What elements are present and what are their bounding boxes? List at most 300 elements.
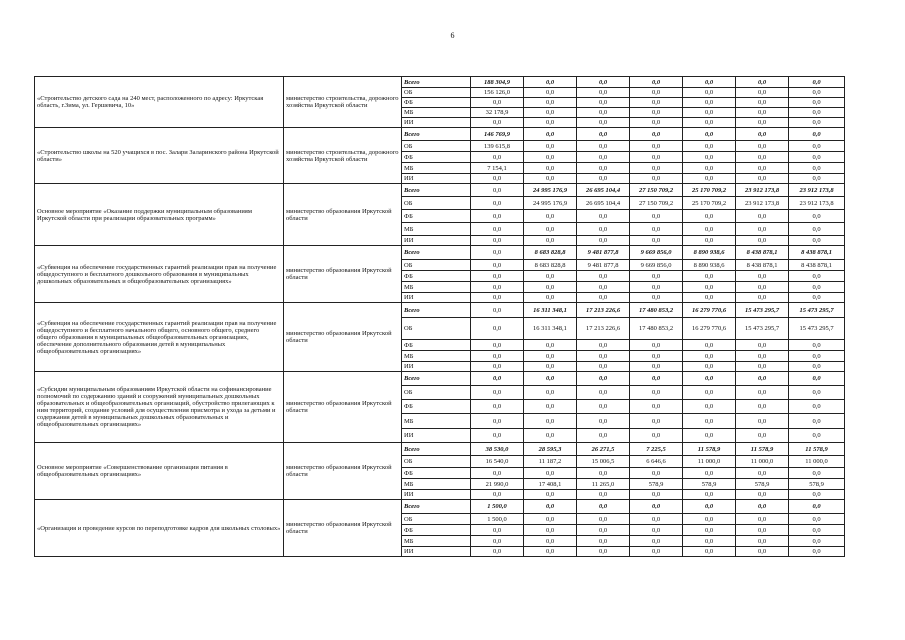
funding-source: ОБ	[402, 456, 471, 468]
amount-cell: 0,0	[630, 118, 683, 128]
funding-source: ИИ	[402, 429, 471, 443]
amount-cell: 0,0	[577, 547, 630, 557]
funding-source: МБ	[402, 282, 471, 293]
amount-cell: 0,0	[524, 351, 577, 362]
funding-source: ОБ	[402, 260, 471, 271]
amount-cell: 0,0	[736, 468, 789, 479]
amount-cell: 0,0	[471, 260, 524, 271]
amount-cell: 0,0	[683, 468, 736, 479]
amount-cell: 8 438 878,1	[736, 260, 789, 271]
amount-cell: 0,0	[789, 98, 845, 108]
amount-cell: 0,0	[471, 210, 524, 223]
amount-cell: 0,0	[524, 236, 577, 246]
amount-cell: 0,0	[524, 118, 577, 128]
amount-cell: 0,0	[736, 271, 789, 282]
amount-cell: 0,0	[789, 152, 845, 163]
amount-cell: 0,0	[683, 386, 736, 400]
amount-cell: 0,0	[630, 351, 683, 362]
funding-source: ФБ	[402, 468, 471, 479]
amount-cell: 9 669 856,0	[630, 260, 683, 271]
amount-cell: 25 170 709,2	[683, 184, 736, 197]
funding-source: ФБ	[402, 525, 471, 536]
activity-description: Основное мероприятие «Совершенствование организации питания в общеобразовательных организациях»	[35, 443, 284, 500]
amount-cell: 0,0	[577, 118, 630, 128]
amount-cell: 0,0	[471, 362, 524, 372]
amount-cell: 0,0	[789, 174, 845, 184]
amount-cell: 11 000,0	[683, 456, 736, 468]
amount-cell: 0,0	[577, 340, 630, 351]
amount-cell: 0,0	[789, 490, 845, 500]
funding-source: Всего	[402, 246, 471, 260]
amount-cell: 0,0	[683, 108, 736, 118]
amount-cell: 0,0	[683, 88, 736, 98]
amount-cell: 0,0	[577, 108, 630, 118]
amount-cell: 11 000,0	[736, 456, 789, 468]
amount-cell: 0,0	[789, 128, 845, 141]
amount-cell: 0,0	[524, 414, 577, 429]
amount-cell: 0,0	[683, 400, 736, 414]
amount-cell: 146 769,9	[471, 128, 524, 141]
amount-cell: 0,0	[683, 163, 736, 174]
amount-cell: 0,0	[683, 414, 736, 429]
amount-cell: 578,9	[789, 479, 845, 490]
amount-cell: 0,0	[524, 293, 577, 303]
amount-cell: 0,0	[630, 152, 683, 163]
amount-cell: 0,0	[683, 490, 736, 500]
amount-cell: 0,0	[736, 490, 789, 500]
amount-cell: 0,0	[683, 98, 736, 108]
amount-cell: 0,0	[630, 414, 683, 429]
amount-cell: 0,0	[577, 128, 630, 141]
funding-source: ИИ	[402, 293, 471, 303]
amount-cell: 0,0	[683, 128, 736, 141]
amount-cell: 0,0	[471, 386, 524, 400]
amount-cell: 0,0	[789, 536, 845, 547]
funding-source: МБ	[402, 223, 471, 236]
amount-cell: 0,0	[471, 429, 524, 443]
amount-cell: 9 481 877,8	[577, 260, 630, 271]
amount-cell: 0,0	[789, 108, 845, 118]
amount-cell: 11 578,9	[789, 443, 845, 456]
responsible-executor: министерство образования Иркутской области	[284, 372, 402, 443]
amount-cell: 0,0	[577, 293, 630, 303]
amount-cell: 156 126,0	[471, 88, 524, 98]
amount-cell: 15 006,5	[577, 456, 630, 468]
amount-cell: 0,0	[577, 372, 630, 386]
amount-cell: 0,0	[736, 351, 789, 362]
amount-cell: 0,0	[789, 400, 845, 414]
amount-cell: 0,0	[789, 88, 845, 98]
amount-cell: 9 669 856,0	[630, 246, 683, 260]
amount-cell: 27 150 709,2	[630, 184, 683, 197]
responsible-executor: министерство строительства, дорожного хозяйства Иркутской области	[284, 128, 402, 184]
amount-cell: 0,0	[683, 362, 736, 372]
amount-cell: 15 473 295,7	[736, 303, 789, 318]
amount-cell: 24 995 176,9	[524, 184, 577, 197]
amount-cell: 0,0	[789, 362, 845, 372]
amount-cell: 0,0	[683, 500, 736, 514]
amount-cell: 0,0	[630, 400, 683, 414]
amount-cell: 0,0	[577, 141, 630, 152]
amount-cell: 0,0	[736, 514, 789, 525]
amount-cell: 0,0	[577, 210, 630, 223]
amount-cell: 0,0	[471, 372, 524, 386]
amount-cell: 0,0	[524, 174, 577, 184]
amount-cell: 0,0	[471, 303, 524, 318]
amount-cell: 0,0	[471, 282, 524, 293]
amount-cell: 11 265,0	[577, 479, 630, 490]
amount-cell: 0,0	[630, 468, 683, 479]
amount-cell: 0,0	[630, 525, 683, 536]
funding-source: Всего	[402, 303, 471, 318]
amount-cell: 0,0	[577, 386, 630, 400]
amount-cell: 0,0	[471, 184, 524, 197]
amount-cell: 0,0	[524, 340, 577, 351]
amount-cell: 0,0	[683, 547, 736, 557]
amount-cell: 0,0	[630, 108, 683, 118]
amount-cell: 0,0	[524, 386, 577, 400]
amount-cell: 38 530,0	[471, 443, 524, 456]
funding-source: ОБ	[402, 197, 471, 210]
amount-cell: 0,0	[683, 271, 736, 282]
amount-cell: 0,0	[577, 490, 630, 500]
funding-source: ИИ	[402, 490, 471, 500]
amount-cell: 11 578,9	[736, 443, 789, 456]
amount-cell: 0,0	[683, 429, 736, 443]
amount-cell: 15 473 295,7	[789, 318, 845, 340]
amount-cell: 0,0	[789, 414, 845, 429]
amount-cell: 0,0	[683, 514, 736, 525]
amount-cell: 25 170 709,2	[683, 197, 736, 210]
amount-cell: 0,0	[630, 490, 683, 500]
amount-cell: 0,0	[789, 340, 845, 351]
amount-cell: 0,0	[577, 98, 630, 108]
amount-cell: 8 438 878,1	[789, 246, 845, 260]
amount-cell: 0,0	[577, 77, 630, 88]
table-row	[35, 500, 845, 514]
amount-cell: 24 995 176,9	[524, 197, 577, 210]
table-row	[35, 246, 845, 260]
amount-cell: 0,0	[524, 108, 577, 118]
amount-cell: 139 615,8	[471, 141, 524, 152]
funding-source: ИИ	[402, 174, 471, 184]
amount-cell: 0,0	[683, 141, 736, 152]
amount-cell: 0,0	[524, 282, 577, 293]
amount-cell: 0,0	[577, 514, 630, 525]
amount-cell: 0,0	[736, 152, 789, 163]
amount-cell: 0,0	[577, 163, 630, 174]
amount-cell: 0,0	[789, 271, 845, 282]
funding-source: ОБ	[402, 88, 471, 98]
amount-cell: 0,0	[471, 293, 524, 303]
amount-cell: 0,0	[630, 340, 683, 351]
amount-cell: 0,0	[524, 372, 577, 386]
amount-cell: 8 683 828,8	[524, 246, 577, 260]
amount-cell: 0,0	[471, 174, 524, 184]
amount-cell: 0,0	[524, 152, 577, 163]
funding-source: ИИ	[402, 362, 471, 372]
funding-source: МБ	[402, 536, 471, 547]
amount-cell: 17 213 226,6	[577, 318, 630, 340]
amount-cell: 0,0	[577, 152, 630, 163]
amount-cell: 0,0	[789, 372, 845, 386]
amount-cell: 11 000,0	[789, 456, 845, 468]
funding-source: Всего	[402, 500, 471, 514]
amount-cell: 0,0	[683, 210, 736, 223]
amount-cell: 0,0	[471, 223, 524, 236]
amount-cell: 0,0	[683, 525, 736, 536]
amount-cell: 16 279 770,6	[683, 303, 736, 318]
amount-cell: 0,0	[683, 152, 736, 163]
amount-cell: 8 438 878,1	[789, 260, 845, 271]
amount-cell: 0,0	[789, 386, 845, 400]
amount-cell: 26 695 104,4	[577, 184, 630, 197]
amount-cell: 0,0	[577, 362, 630, 372]
amount-cell: 7 154,1	[471, 163, 524, 174]
amount-cell: 0,0	[736, 400, 789, 414]
amount-cell: 0,0	[471, 197, 524, 210]
funding-source: ОБ	[402, 141, 471, 152]
amount-cell: 0,0	[577, 429, 630, 443]
amount-cell: 0,0	[630, 174, 683, 184]
amount-cell: 0,0	[577, 271, 630, 282]
amount-cell: 0,0	[577, 174, 630, 184]
amount-cell: 0,0	[471, 118, 524, 128]
amount-cell: 0,0	[471, 236, 524, 246]
amount-cell: 0,0	[736, 236, 789, 246]
amount-cell: 0,0	[471, 490, 524, 500]
amount-cell: 16 279 770,6	[683, 318, 736, 340]
amount-cell: 0,0	[524, 468, 577, 479]
amount-cell: 578,9	[630, 479, 683, 490]
funding-source: МБ	[402, 414, 471, 429]
table-row	[35, 184, 845, 197]
amount-cell: 0,0	[577, 282, 630, 293]
funding-source: ИИ	[402, 118, 471, 128]
funding-source: МБ	[402, 479, 471, 490]
amount-cell: 26 271,5	[577, 443, 630, 456]
responsible-executor: министерство образования Иркутской области	[284, 500, 402, 557]
amount-cell: 0,0	[524, 98, 577, 108]
amount-cell: 32 178,9	[471, 108, 524, 118]
amount-cell: 0,0	[683, 77, 736, 88]
activity-description: «Субвенция на обеспечение государственных гарантий реализации прав на получение общедоступного и бесплатного дошкольного образования в муниципальных дошкольных образовательных и общеобразовательных организациях»	[35, 246, 284, 303]
amount-cell: 0,0	[789, 210, 845, 223]
funding-source: ФБ	[402, 210, 471, 223]
amount-cell: 28 595,3	[524, 443, 577, 456]
funding-source: ОБ	[402, 386, 471, 400]
amount-cell: 17 213 226,6	[577, 303, 630, 318]
amount-cell: 0,0	[736, 372, 789, 386]
amount-cell: 0,0	[683, 372, 736, 386]
amount-cell: 0,0	[683, 223, 736, 236]
amount-cell: 0,0	[736, 128, 789, 141]
amount-cell: 0,0	[524, 400, 577, 414]
amount-cell: 15 473 295,7	[736, 318, 789, 340]
amount-cell: 0,0	[789, 77, 845, 88]
amount-cell: 0,0	[736, 282, 789, 293]
amount-cell: 16 311 348,1	[524, 318, 577, 340]
amount-cell: 0,0	[524, 525, 577, 536]
amount-cell: 0,0	[736, 500, 789, 514]
amount-cell: 23 912 173,8	[736, 197, 789, 210]
amount-cell: 9 481 877,8	[577, 246, 630, 260]
amount-cell: 0,0	[736, 210, 789, 223]
amount-cell: 0,0	[630, 210, 683, 223]
amount-cell: 0,0	[630, 98, 683, 108]
amount-cell: 8 683 828,8	[524, 260, 577, 271]
activity-description: «Строительство детского сада на 240 мест, расположенного по адресу: Иркутская область, г.Зима, ул. Гершевича, 10»	[35, 77, 284, 128]
amount-cell: 0,0	[471, 246, 524, 260]
amount-cell: 0,0	[789, 118, 845, 128]
amount-cell: 0,0	[577, 88, 630, 98]
activity-description: «Субвенция на обеспечение государственных гарантий реализации прав на получение общедоступного и бесплатного начального общего, основного общего, среднего общего образования в муниципальных общеобразовательных организациях, обеспечение дополнительного образования детей в муниципальных общеобразовательных организациях»	[35, 303, 284, 372]
responsible-executor: министерство образования Иркутской области	[284, 184, 402, 246]
amount-cell: 0,0	[789, 223, 845, 236]
activity-description: «Организация и проведение курсов по переподготовке кадров для школьных столовых»	[35, 500, 284, 557]
amount-cell: 0,0	[736, 223, 789, 236]
amount-cell: 0,0	[524, 210, 577, 223]
activity-description: Основное мероприятие «Оказание поддержки муниципальным образованиям Иркутской области при реализации образовательных программ»	[35, 184, 284, 246]
amount-cell: 0,0	[630, 223, 683, 236]
amount-cell: 0,0	[524, 362, 577, 372]
amount-cell: 8 438 878,1	[736, 246, 789, 260]
funding-source: ФБ	[402, 400, 471, 414]
funding-source: Всего	[402, 372, 471, 386]
funding-source: ИИ	[402, 547, 471, 557]
amount-cell: 11 187,2	[524, 456, 577, 468]
amount-cell: 0,0	[524, 547, 577, 557]
funding-source: МБ	[402, 163, 471, 174]
amount-cell: 0,0	[736, 141, 789, 152]
amount-cell: 0,0	[630, 547, 683, 557]
amount-cell: 0,0	[524, 514, 577, 525]
amount-cell: 15 473 295,7	[789, 303, 845, 318]
amount-cell: 0,0	[736, 118, 789, 128]
amount-cell: 0,0	[630, 282, 683, 293]
amount-cell: 0,0	[630, 429, 683, 443]
amount-cell: 0,0	[577, 500, 630, 514]
amount-cell: 0,0	[789, 468, 845, 479]
amount-cell: 0,0	[630, 77, 683, 88]
amount-cell: 0,0	[736, 88, 789, 98]
amount-cell: 23 912 173,8	[789, 184, 845, 197]
amount-cell: 0,0	[789, 547, 845, 557]
activity-description: «Строительство школы на 520 учащихся в пос. Залари Заларинского района Иркутской области»	[35, 128, 284, 184]
table-row	[35, 443, 845, 456]
funding-source: ФБ	[402, 340, 471, 351]
amount-cell: 0,0	[471, 152, 524, 163]
amount-cell: 578,9	[683, 479, 736, 490]
amount-cell: 0,0	[789, 351, 845, 362]
amount-cell: 7 225,5	[630, 443, 683, 456]
amount-cell: 0,0	[471, 536, 524, 547]
responsible-executor: министерство образования Иркутской области	[284, 303, 402, 372]
amount-cell: 0,0	[524, 500, 577, 514]
amount-cell: 0,0	[471, 98, 524, 108]
amount-cell: 0,0	[471, 340, 524, 351]
amount-cell: 0,0	[630, 271, 683, 282]
amount-cell: 188 304,9	[471, 77, 524, 88]
amount-cell: 0,0	[736, 547, 789, 557]
amount-cell: 0,0	[577, 414, 630, 429]
responsible-executor: министерство образования Иркутской области	[284, 246, 402, 303]
amount-cell: 0,0	[577, 468, 630, 479]
amount-cell: 17 480 853,2	[630, 318, 683, 340]
funding-source: ИИ	[402, 236, 471, 246]
amount-cell: 0,0	[577, 536, 630, 547]
amount-cell: 0,0	[789, 429, 845, 443]
amount-cell: 0,0	[789, 236, 845, 246]
amount-cell: 11 578,9	[683, 443, 736, 456]
amount-cell: 0,0	[683, 282, 736, 293]
amount-cell: 0,0	[524, 141, 577, 152]
amount-cell: 0,0	[630, 500, 683, 514]
amount-cell: 0,0	[789, 163, 845, 174]
amount-cell: 0,0	[471, 547, 524, 557]
amount-cell: 8 890 938,6	[683, 260, 736, 271]
amount-cell: 578,9	[736, 479, 789, 490]
amount-cell: 0,0	[630, 128, 683, 141]
amount-cell: 0,0	[736, 525, 789, 536]
amount-cell: 0,0	[630, 163, 683, 174]
amount-cell: 17 408,1	[524, 479, 577, 490]
amount-cell: 0,0	[683, 293, 736, 303]
amount-cell: 0,0	[683, 236, 736, 246]
table-row	[35, 372, 845, 386]
funding-source: МБ	[402, 108, 471, 118]
amount-cell: 0,0	[524, 429, 577, 443]
amount-cell: 0,0	[789, 293, 845, 303]
amount-cell: 0,0	[630, 236, 683, 246]
amount-cell: 8 890 938,6	[683, 246, 736, 260]
amount-cell: 0,0	[736, 108, 789, 118]
amount-cell: 0,0	[683, 340, 736, 351]
amount-cell: 23 912 173,8	[789, 197, 845, 210]
amount-cell: 0,0	[524, 163, 577, 174]
amount-cell: 0,0	[471, 400, 524, 414]
funding-source: ОБ	[402, 514, 471, 525]
amount-cell: 0,0	[577, 223, 630, 236]
amount-cell: 1 500,0	[471, 514, 524, 525]
responsible-executor: министерство образования Иркутской области	[284, 443, 402, 500]
funding-source: ФБ	[402, 271, 471, 282]
amount-cell: 0,0	[789, 500, 845, 514]
amount-cell: 0,0	[736, 536, 789, 547]
amount-cell: 0,0	[736, 386, 789, 400]
amount-cell: 6 646,6	[630, 456, 683, 468]
amount-cell: 0,0	[736, 340, 789, 351]
funding-source: ФБ	[402, 152, 471, 163]
amount-cell: 17 480 853,2	[630, 303, 683, 318]
table-row	[35, 303, 845, 318]
amount-cell: 0,0	[577, 351, 630, 362]
amount-cell: 0,0	[577, 236, 630, 246]
amount-cell: 0,0	[789, 282, 845, 293]
amount-cell: 0,0	[736, 414, 789, 429]
amount-cell: 21 990,0	[471, 479, 524, 490]
amount-cell: 0,0	[524, 223, 577, 236]
amount-cell: 0,0	[630, 362, 683, 372]
funding-source: Всего	[402, 443, 471, 456]
funding-source: МБ	[402, 351, 471, 362]
amount-cell: 0,0	[471, 414, 524, 429]
page-number: 6	[450, 31, 455, 40]
amount-cell: 0,0	[471, 351, 524, 362]
funding-source: Всего	[402, 77, 471, 88]
amount-cell: 0,0	[736, 293, 789, 303]
amount-cell: 0,0	[524, 271, 577, 282]
